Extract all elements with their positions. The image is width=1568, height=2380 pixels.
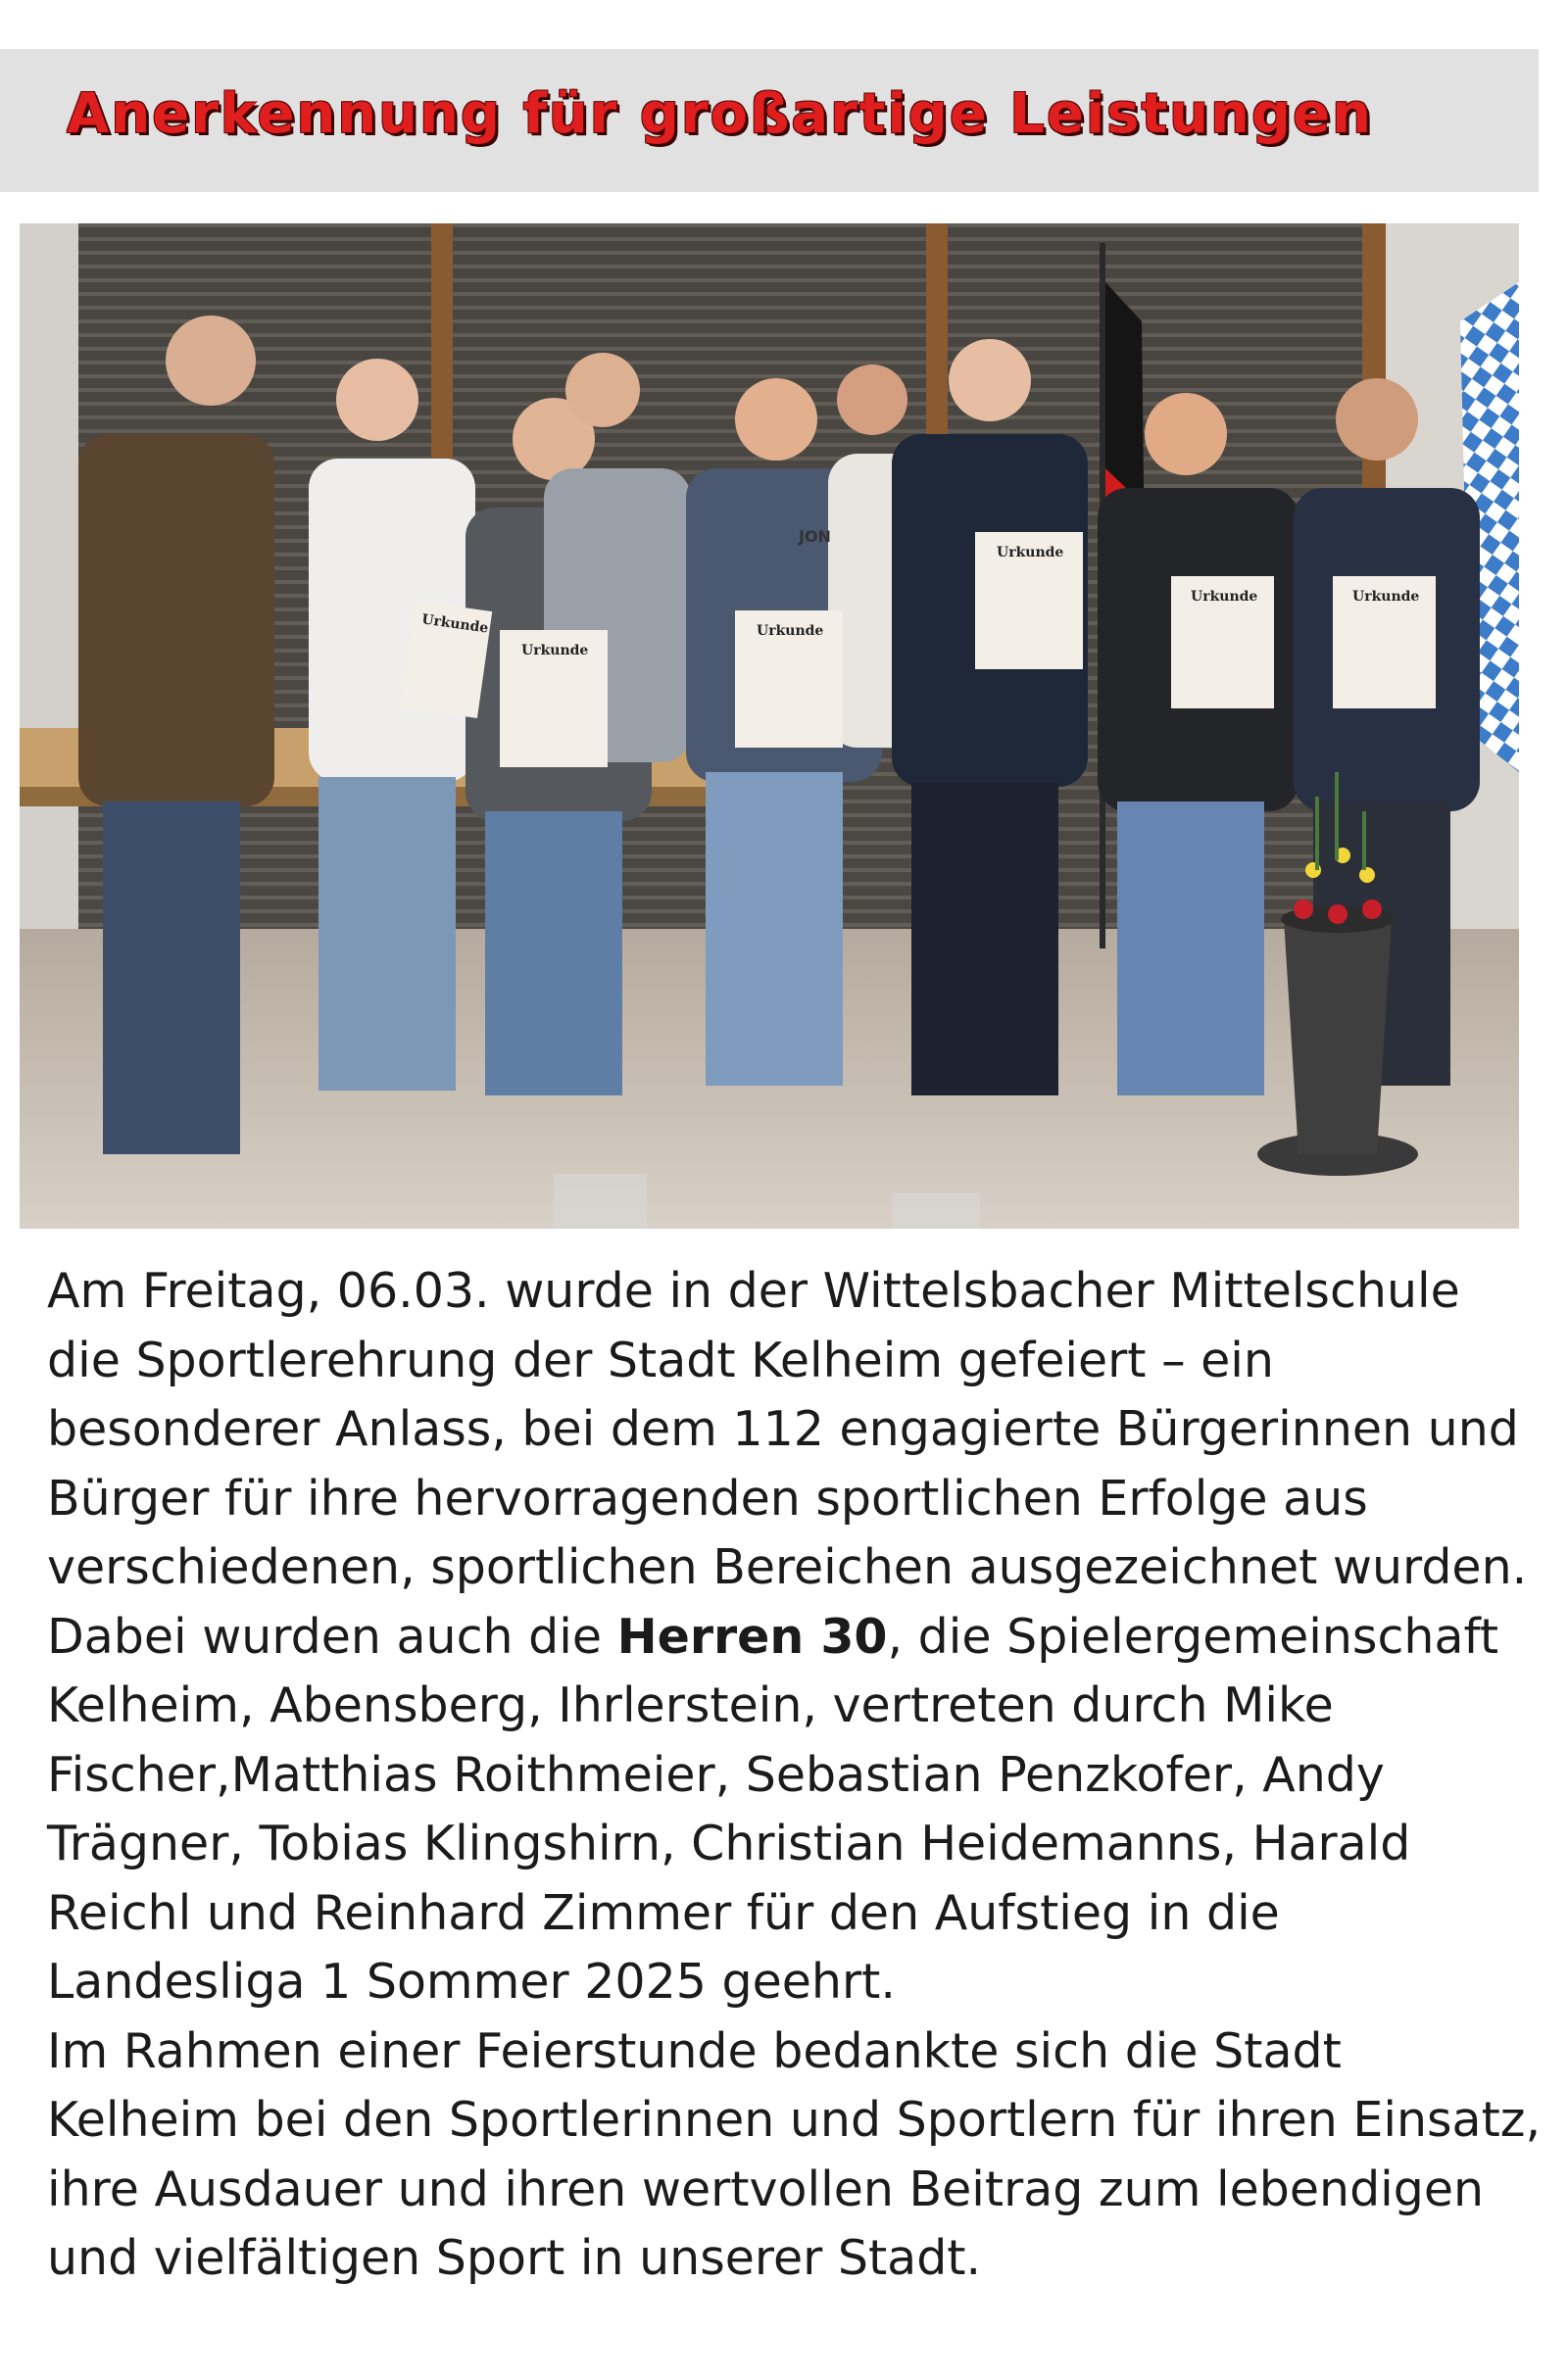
- certificate-heading: Urkunde: [997, 545, 1064, 560]
- certificate-heading: Urkunde: [1191, 589, 1258, 605]
- article-paragraph-1: [47, 1257, 1546, 2017]
- certificate-heading: Urkunde: [757, 623, 824, 639]
- certificate-heading: Urkunde: [1352, 589, 1420, 605]
- article-body: [47, 1257, 1546, 2294]
- article-paragraph-1-intro: Am Freitag, 06.03. wurde in der Wittelsbacher Mittelschule die Sportlerehrung der Stadt Kelheim gefeiert – ein besonderer Anlass, bei dem 112 engagierte Bürgerinnen und Bürger für ihre hervorragenden sportlichen Erfolge aus verschiedenen, sportlichen Bereichen ausgezeichnet wurden. Dabei wurden auch die: [47, 1263, 1528, 1665]
- article-paragraph-2: Im Rahmen einer Feierstunde bedankte sich die Stadt Kelheim bei den Sportlerinnen und Sportlern für ihren Einsatz, ihre Ausdauer und ihren wertvollen Beitrag zum lebendigen und vielfältigen Sport in unserer Stadt.: [47, 2022, 1542, 2286]
- certificate-heading: Urkunde: [521, 643, 589, 658]
- team-name-bold: Herren 30: [616, 1608, 888, 1665]
- certificate-heading: Urkunde: [420, 611, 490, 637]
- shirt-text: JON: [799, 527, 831, 546]
- page-title: Anerkennung für großartige Leistungen: [67, 82, 1373, 146]
- title-banner: [0, 49, 1539, 192]
- article-paragraph-1-rest: , die Spielergemeinschaft Kelheim, Abensberg, Ihrlerstein, vertreten durch Mike Fischer,Matthias Roithmeier, Sebastian Penzkofer, Andy Trägner, Tobias Klingshirn, Christian Heidemanns, Harald Reichl und Reinhard Zimmer für den Aufstieg in die Landesliga 1 Sommer 2025 geehrt.: [47, 1608, 1499, 2010]
- group-photo: [20, 223, 1519, 1229]
